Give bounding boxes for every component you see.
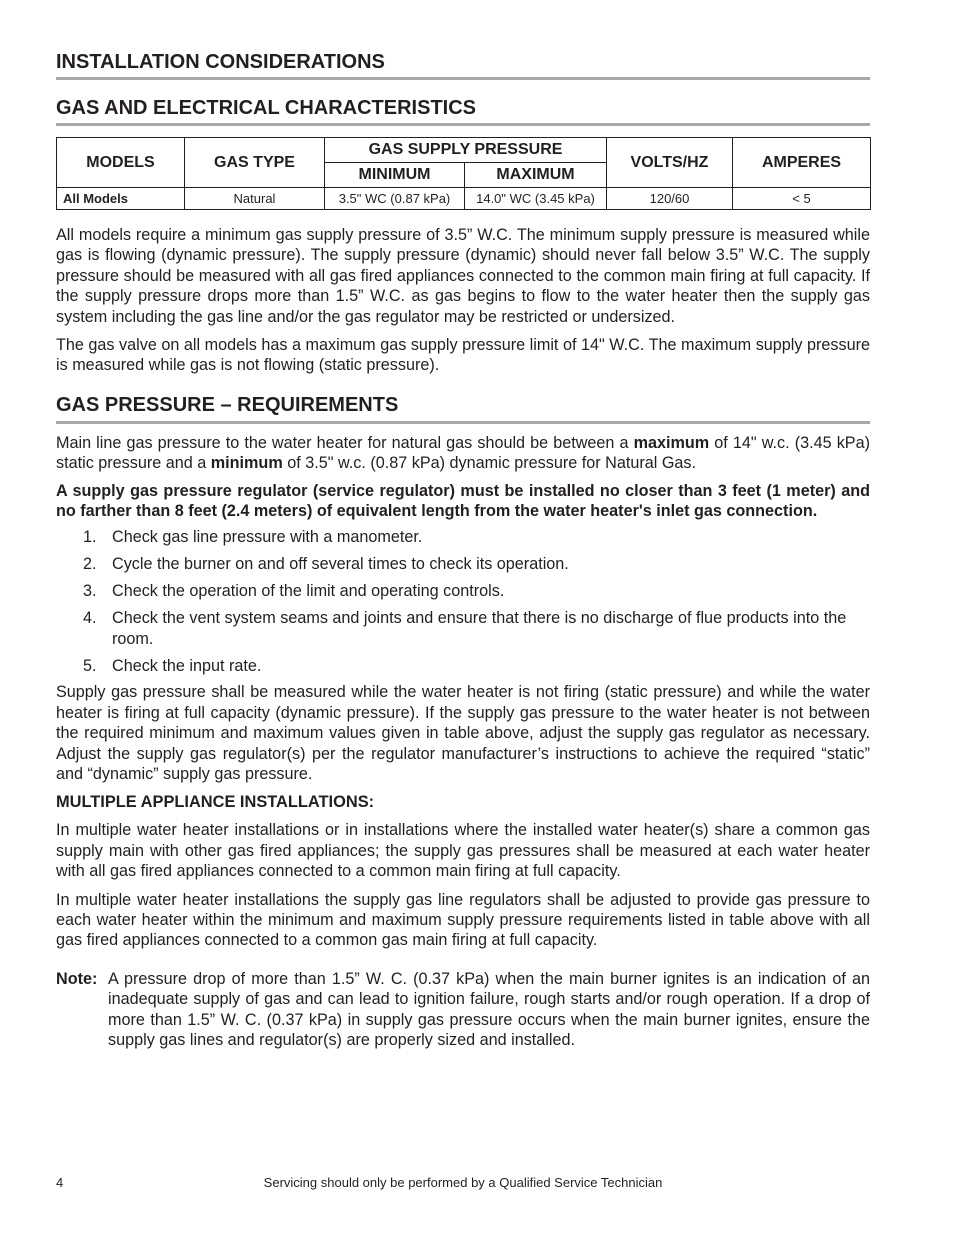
list-item [56, 608, 870, 649]
paragraph-min-pressure: All models require a minimum gas supply pressure of 3.5” W.C. The minimum supply pressure is measured while gas is flowing (dynamic pressure). The supply pressure (dynamic) should never fall below 3.5” W.C. The supply pressure should be measured with all gas fired appliances connected to the common main firing at full capacity. If the supply pressure drops more than 1.5” W.C. as gas begins to flow to the water heater then the supply gas system including the gas line and/or the gas regulator may be restricted or undersized. [56, 226, 870, 326]
step-number: 2. [83, 555, 97, 574]
cell-amperes: < 5 [733, 188, 871, 210]
paragraph-multiple-2: In multiple water heater installations the supply gas line regulators shall be adjusted to provide gas pressure to each water heater within the minimum and maximum supply pressure requirements listed in table above with all gas fired appliances connected to a common gas main firing at full capacity. [56, 890, 870, 950]
paragraph-supply-measurement: Supply gas pressure shall be measured while the water heater is not firing (static pressure) and while the water heater is firing at full capacity (dynamic pressure). If the supply gas pressure to the water heater is not between the required minimum and maximum values given in table above, adjust the supply gas regulator as necessary. Adjust the supply gas regulator(s) per the regulator manufacturer’s instructions to achieve the required “static” and “dynamic” supply gas pressure. [56, 683, 870, 784]
page-number: 4 [56, 1175, 64, 1190]
list-item [56, 656, 870, 676]
col-header-gas-supply-pressure: GAS SUPPLY PRESSURE [325, 138, 607, 163]
footer-text: Servicing should only be performed by a Qualified Service Technician [263, 1175, 663, 1190]
col-header-volts-hz: VOLTS/HZ [607, 138, 733, 188]
step-text: Check the operation of the limit and operating controls. [112, 582, 505, 601]
cell-models: All Models [57, 188, 185, 210]
cell-minimum: 3.5" WC (0.87 kPa) [325, 188, 465, 210]
text-segment: Main line gas pressure to the water heater for natural gas should be between a [56, 433, 634, 452]
col-header-maximum: MAXIMUM [465, 163, 607, 188]
section-title-gas-electrical: GAS AND ELECTRICAL CHARACTERISTICS [56, 96, 870, 126]
cell-maximum: 14.0" WC (3.45 kPa) [465, 188, 607, 210]
step-number: 3. [83, 582, 97, 601]
step-text: Cycle the burner on and off several times to check its operation. [112, 555, 569, 574]
section-title-gas-pressure: GAS PRESSURE – REQUIREMENTS [56, 393, 870, 424]
note-block [56, 969, 870, 1051]
gas-electrical-table [56, 137, 871, 210]
list-item [56, 581, 870, 601]
col-header-models: MODELS [57, 138, 185, 188]
step-text: Check gas line pressure with a manometer. [112, 528, 423, 547]
col-header-minimum: MINIMUM [325, 163, 465, 188]
cell-gas-type: Natural [185, 188, 325, 210]
page-footer [56, 1174, 870, 1192]
paragraph-max-pressure: The gas valve on all models has a maximum gas supply pressure limit of 14" W.C. The maximum supply pressure is measured while gas is not flowing (static pressure). [56, 336, 870, 375]
col-header-amperes: AMPERES [733, 138, 871, 188]
cell-volts-hz: 120/60 [607, 188, 733, 210]
step-number: 5. [83, 656, 97, 675]
step-number: 1. [83, 528, 97, 547]
text-emphasis-maximum: maximum [633, 433, 710, 452]
step-text: Check the vent system seams and joints and ensure that there is no discharge of flue products into the room. [112, 609, 847, 648]
note-text: A pressure drop of more than 1.5” W. C. (0.37 kPa) when the main burner ignites is an indication of an inadequate supply of gas and can lead to ignition failure, rough starts and/or rough operation. If a drop of more than 1.5” W. C. (0.37 kPa) in supply gas pressure occurs when the main burner ignites, ensure the supply gas lines and regulator(s) are properly sized and installed. [108, 969, 870, 1050]
paragraph-regulator-warning: A supply gas pressure regulator (service regulator) must be installed no closer than 3 feet (1 meter) and no farther than 8 feet (2.4 meters) of equivalent length from the water heater's inlet gas connection. [56, 481, 870, 521]
note-label: Note: [56, 969, 98, 988]
subsection-title-multiple: MULTIPLE APPLIANCE INSTALLATIONS: [56, 793, 375, 812]
table-row [57, 188, 871, 210]
paragraph-multiple-1: In multiple water heater installations or in installations where the installed water heater(s) share a common gas supply main with other gas fired appliances; the supply gas pressures shall be measured at each water heater with all gas fired appliances connected to a common main firing at full capacity. [56, 821, 870, 881]
paragraph-main-line-pressure [56, 433, 870, 474]
list-item [56, 527, 870, 547]
list-item [56, 554, 870, 574]
text-emphasis-minimum: minimum [210, 454, 283, 473]
steps-list [56, 527, 870, 675]
col-header-gas-type: GAS TYPE [185, 138, 325, 188]
step-number: 4. [83, 609, 97, 628]
step-text: Check the input rate. [112, 656, 262, 675]
page-content [56, 50, 870, 1051]
section-title-installation: INSTALLATION CONSIDERATIONS [56, 50, 870, 80]
text-segment: of 14" w.c. (3.45 kPa) static pressure and a [56, 433, 870, 473]
text-segment: of 3.5" w.c. (0.87 kPa) dynamic pressure for Natural Gas. [282, 454, 697, 473]
